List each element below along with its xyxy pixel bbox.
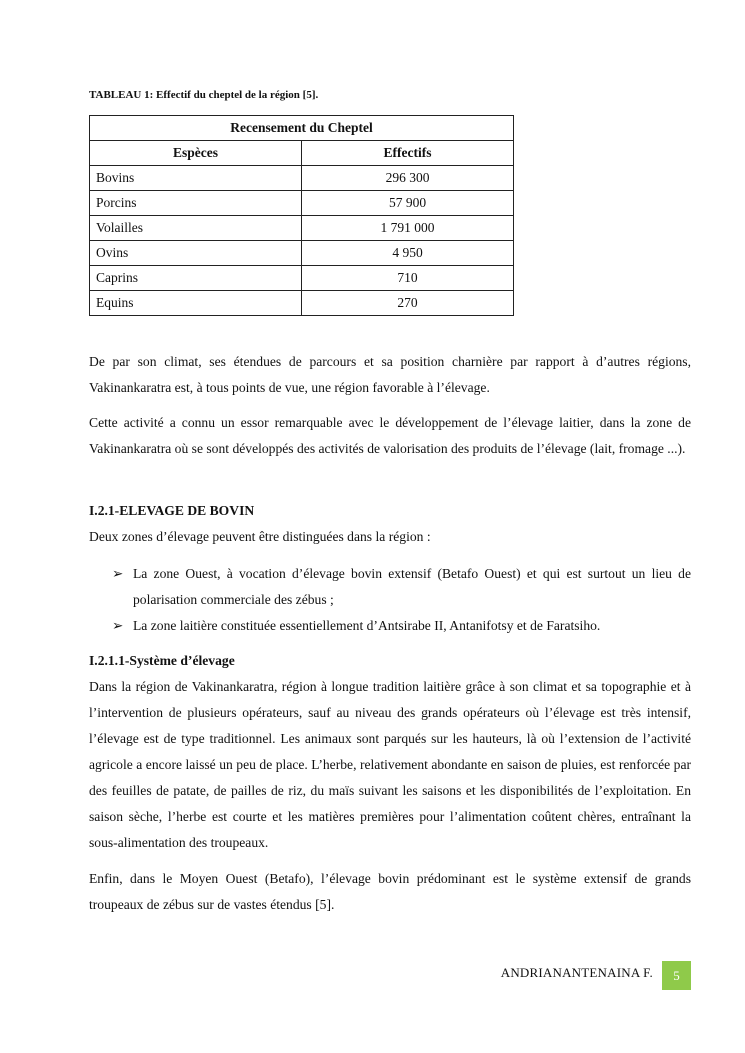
paragraph-climate: De par son climat, ses étendues de parcours et sa position charnière par rapport à d’autres régions, Vakinankaratra est, à tous points de vue, une région favorable à l’élevage. xyxy=(89,354,691,395)
count-cell: 1 791 000 xyxy=(302,216,514,241)
species-cell: Equins xyxy=(90,291,302,316)
table-row xyxy=(90,241,514,266)
page-number-badge: 5 xyxy=(662,961,691,990)
species-cell: Ovins xyxy=(90,241,302,266)
census-table xyxy=(89,115,514,316)
paragraph-zones-intro: Deux zones d’élevage peuvent être distinguées dans la région : xyxy=(89,529,431,544)
table-header-row xyxy=(90,141,514,166)
count-cell: 4 950 xyxy=(302,241,514,266)
footer-author: ANDRIANANTENAINA F. xyxy=(500,965,653,980)
count-cell: 57 900 xyxy=(302,191,514,216)
table-row xyxy=(90,191,514,216)
count-cell: 270 xyxy=(302,291,514,316)
species-cell: Volailles xyxy=(90,216,302,241)
list-item xyxy=(112,613,691,639)
arrow-bullet-icon: ➢ xyxy=(112,618,124,633)
arrow-bullet-icon: ➢ xyxy=(112,566,124,581)
table-title-row xyxy=(90,116,514,141)
count-cell: 296 300 xyxy=(302,166,514,191)
species-cell: Porcins xyxy=(90,191,302,216)
species-cell: Bovins xyxy=(90,166,302,191)
column-header-count: Effectifs xyxy=(302,141,514,166)
list-item xyxy=(112,561,691,613)
column-header-species: Espèces xyxy=(90,141,302,166)
section-heading-bovin: I.2.1-ELEVAGE DE BOVIN xyxy=(89,503,255,518)
paragraph-systeme: Dans la région de Vakinankaratra, région à longue tradition laitière grâce à son climat et sa topographie et à l’intervention de plusieurs opérateurs, sauf au niveau des grands opérateurs où l’élevage est très intensif, l’élevage est de type traditionnel. Les animaux sont parqués sur les hauteurs, là où l’extension de l’activité agricole a encore laissé un peu de place. L’herbe, relativement abondante en saison de pluies, est renforcée par des feuilles de patate, de pailles de riz, du maïs suivant les saisons et les disponibilités de l’exploitation. En saison sèche, l’herbe est courte et les matières premières pour l’alimentation coûtent chères, entraînant la sous-alimentation des troupeaux. xyxy=(89,679,691,850)
table-row xyxy=(90,166,514,191)
table-caption: TABLEAU 1: Effectif du cheptel de la région [5]. xyxy=(89,89,319,101)
species-cell: Caprins xyxy=(90,266,302,291)
list-item-text: La zone laitière constituée essentiellement d’Antsirabe II, Antanifotsy et de Faratsiho. xyxy=(133,618,601,633)
list-item-text: La zone Ouest, à vocation d’élevage bovin extensif (Betafo Ouest) et qui est surtout un lieu de polarisation commerciale des zébus ; xyxy=(133,566,691,607)
table-title: Recensement du Cheptel xyxy=(90,116,514,141)
subsection-heading-systeme: I.2.1.1-Système d’élevage xyxy=(89,653,235,668)
table-row xyxy=(90,216,514,241)
table-row xyxy=(90,266,514,291)
table-row xyxy=(90,291,514,316)
paragraph-activity: Cette activité a connu un essor remarquable avec le développement de l’élevage laitier, dans la zone de Vakinankaratra où se sont développés des activités de valorisation des produits de l’élevage (lait, fromage ...). xyxy=(89,415,691,456)
count-cell: 710 xyxy=(302,266,514,291)
paragraph-moyen-ouest: Enfin, dans le Moyen Ouest (Betafo), l’élevage bovin prédominant est le système extensif de grands troupeaux de zébus sur de vastes étendus [5]. xyxy=(89,871,691,912)
